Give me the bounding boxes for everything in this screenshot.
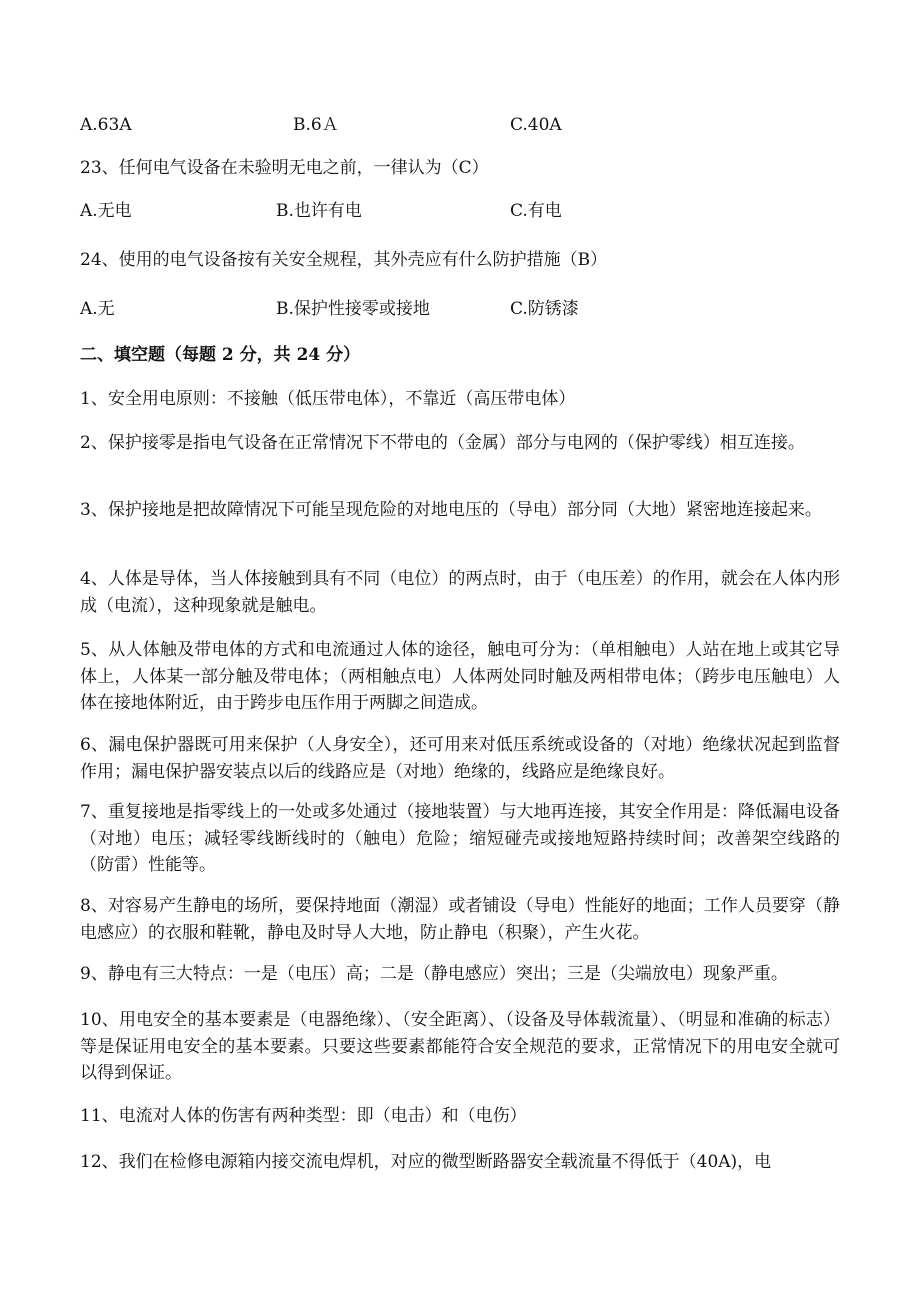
fill-item-7: 7、重复接地是指零线上的一处或多处通过（接地装置）与大地再连接，其安全作用是：降低漏电设备（对地）电压；减轻零线断线时的（触电）危险；缩短碰壳或接地短路持续时间；改善架空线路的（防雷）性能等。 — [80, 802, 840, 875]
q24-option-b: B.保护性接零或接地 — [276, 299, 430, 319]
q24-option-c: C.防锈漆 — [510, 299, 579, 319]
fill-item-9: 9、静电有三大特点：一是（电压）高；二是（静电感应）突出；三是（尖端放电）现象严重。 — [80, 964, 788, 984]
q22-option-b: B.6Ａ — [293, 115, 339, 135]
q23-option-a: A.无电 — [80, 201, 132, 221]
fill-item-6: 6、漏电保护器既可用来保护（人身安全），还可用来对低压系统或设备的（对地）绝缘状况起到监督作用；漏电保护器安装点以后的线路应是（对地）绝缘的，线路应是绝缘良好。 — [80, 735, 840, 782]
fill-item-5: 5、从人体触及带电体的方式和电流通过人体的途径，触电可分为：（单相触电）人站在地上或其它导体上，人体某一部分触及带电体；（两相触点电）人体两处同时触及两相带电体；（跨步电压触电）人体在接地体附近，由于跨步电压作用于两脚之间造成。 — [80, 640, 840, 713]
fill-item-4: 4、人体是导体，当人体接触到具有不同（电位）的两点时，由于（电压差）的作用，就会在人体内形成（电流），这种现象就是触电。 — [80, 569, 840, 616]
fill-item-2: 2、保护接零是指电气设备在正常情况下不带电的（金属）部分与电网的（保护零线）相互连接。 — [80, 433, 805, 453]
fill-item-3: 3、保护接地是把故障情况下可能呈现危险的对地电压的（导电）部分同（大地）紧密地连接起来。 — [80, 500, 822, 520]
q23-option-b: B.也许有电 — [276, 201, 362, 221]
q22-option-c: C.40A — [510, 115, 562, 135]
q22-option-a: A.63A — [80, 115, 132, 135]
fill-item-8: 8、对容易产生静电的场所，要保持地面（潮湿）或者铺设（导电）性能好的地面；工作人员要穿（静电感应）的衣服和鞋靴，静电及时导人大地，防止静电（积聚），产生火花。 — [80, 896, 840, 943]
fill-item-11: 11、电流对人体的伤害有两种类型：即（电击）和（电伤） — [80, 1106, 527, 1126]
q24-question: 24、使用的电气设备按有关安全规程，其外壳应有什么防护措施（B） — [80, 250, 608, 270]
q23-option-c: C.有电 — [510, 201, 562, 221]
fill-item-1: 1、安全用电原则：不接触（低压带电体），不靠近（高压带电体） — [80, 389, 576, 409]
q23-question: 23、任何电气设备在未验明无电之前，一律认为（C） — [80, 158, 489, 178]
section-heading: 二、填空题（每题 2 分，共 24 分） — [80, 345, 361, 365]
q24-option-a: A.无 — [80, 299, 115, 319]
fill-item-10: 10、用电安全的基本要素是（电器绝缘）、（安全距离）、（设备及导体载流量）、（明显和准确的标志）等是保证用电安全的基本要素。只要这些要素都能符合安全规范的要求，正常情况下的用电安全就可以得到保证。 — [80, 1010, 840, 1083]
fill-item-12: 12、我们在检修电源箱内接交流电焊机，对应的微型断路器安全载流量不得低于（40A)，电 — [80, 1152, 772, 1172]
